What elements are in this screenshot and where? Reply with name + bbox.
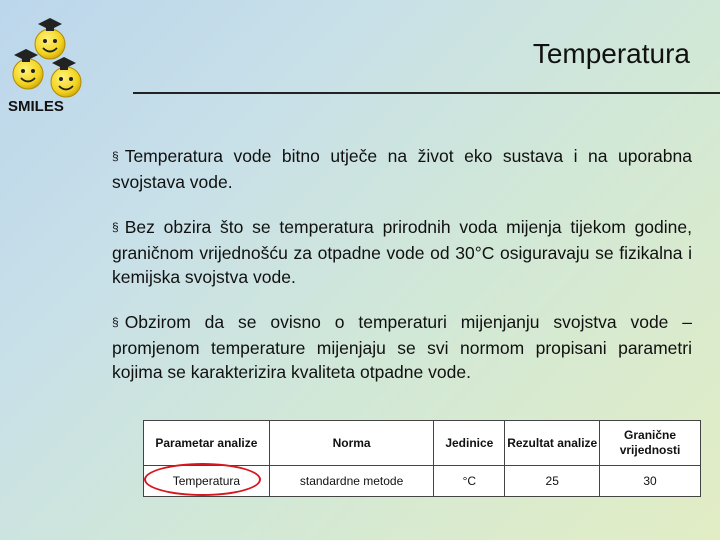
bullet-text: Obzirom da se ovisno o temperaturi mijenjanju svojstva vode – promjenom temperature mijenjaju se svi normom propisani parametri kojima se karakterizira kvaliteta otpadne vode.: [112, 312, 692, 382]
bullet-item: [112, 310, 692, 384]
header-norma: Norma: [269, 421, 434, 466]
smiley-icon: [13, 49, 43, 89]
bullet-list: [112, 144, 692, 405]
bullet-text: Temperatura vode bitno utječe na život eko sustava i na uporabna svojstava vode.: [112, 146, 692, 192]
smiley-icon: [35, 18, 65, 59]
bullet-square-icon: §: [112, 315, 119, 329]
bullet-item: [112, 144, 692, 194]
bullet-text: Bez obzira što se temperatura prirodnih voda mijenja tijekom godine, graničnom vrijednošću za otpadne vode od 30°C osiguravaju se fizikalna i kemijska svojstva vode.: [112, 217, 692, 287]
bullet-square-icon: §: [112, 149, 119, 163]
cell-parametar: Temperatura: [144, 466, 270, 497]
slide-title: Temperatura: [532, 38, 690, 69]
bullet-square-icon: §: [112, 220, 119, 234]
cell-granicne: 30: [600, 466, 701, 497]
cell-jedinice: °C: [434, 466, 505, 497]
highlight-ellipse: [144, 463, 261, 496]
cell-norma: standardne metode: [269, 466, 434, 497]
smiles-logo: [4, 10, 84, 102]
cell-rezultat: 25: [505, 466, 600, 497]
header-jedinice: Jedinice: [434, 421, 505, 466]
header-granicne: Granične vrijednosti: [600, 421, 701, 466]
table-header-row: [144, 421, 701, 466]
bullet-item: [112, 215, 692, 289]
header-parametar: Parametar analize: [144, 421, 270, 466]
logo-text: SMILES: [8, 98, 64, 115]
header-rezultat: Rezultat analize: [505, 421, 600, 466]
smiley-icon: [51, 57, 81, 97]
title-divider: [133, 92, 720, 94]
